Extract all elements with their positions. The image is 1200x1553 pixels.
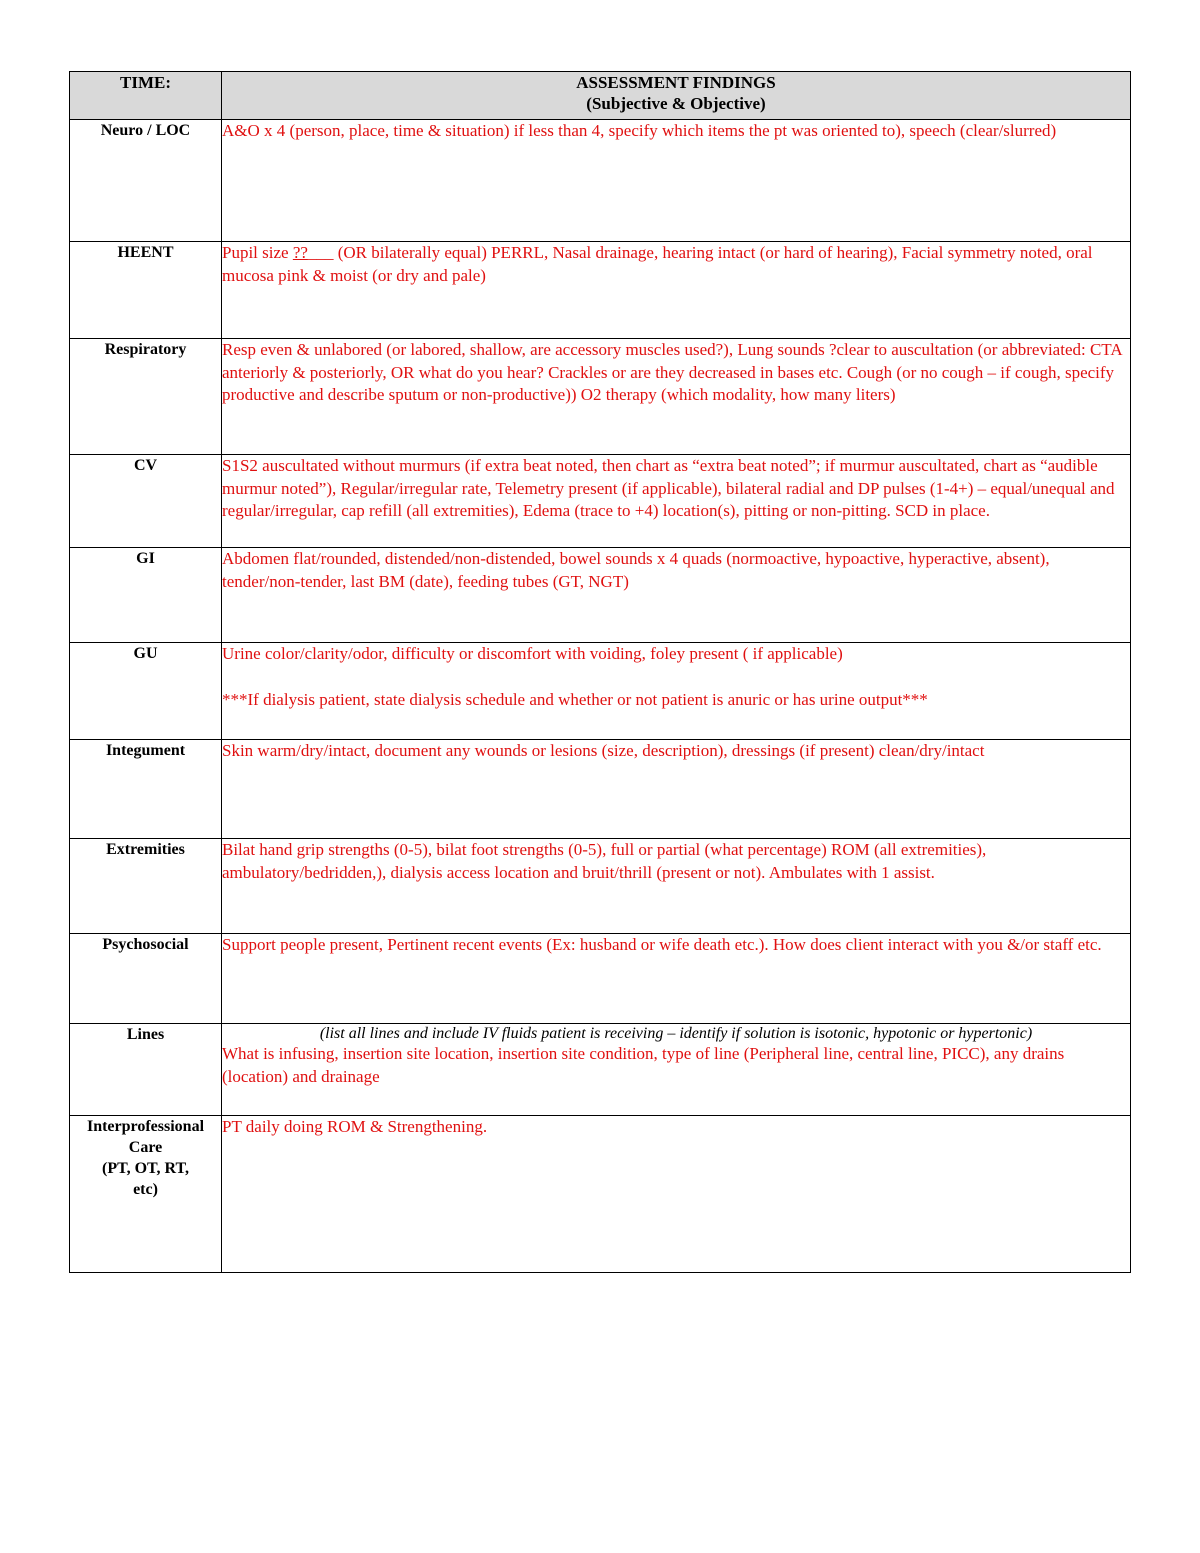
integument-text: Skin warm/dry/intact, document any wounds or lesions (size, description), dressings (if present) clean/dry/intact bbox=[222, 741, 985, 760]
row-content-neuro bbox=[222, 120, 1131, 242]
interprofessional-label-line-1: Interprofessional bbox=[86, 1118, 205, 1135]
gu-text: Urine color/clarity/odor, difficulty or discomfort with voiding, foley present ( if applicable) bbox=[222, 644, 843, 663]
row-lines bbox=[70, 1024, 1131, 1116]
heent-pupil-size-value: ?? bbox=[292, 243, 308, 262]
findings-subtitle: (Subjective & Objective) bbox=[586, 94, 766, 113]
row-content-integument bbox=[222, 740, 1131, 839]
neuro-text: A&O x 4 (person, place, time & situation) if less than 4, specify which items the pt was oriented to), speech (clear/slurred) bbox=[222, 121, 1057, 140]
lines-text: What is infusing, insertion site location, insertion site condition, type of line (Peripheral line, central line, PICC), any drains (location) and drainage bbox=[222, 1044, 1065, 1086]
row-content-respiratory bbox=[222, 339, 1131, 455]
row-integument bbox=[70, 740, 1131, 839]
gi-text: Abdomen flat/rounded, distended/non-distended, bowel sounds x 4 quads (normoactive, hypoactive, hyperactive, absent), tender/non-tender, last BM (date), feeding tubes (GT, NGT) bbox=[222, 549, 1050, 591]
row-content-gu bbox=[222, 643, 1131, 740]
row-content-interprofessional bbox=[222, 1116, 1131, 1273]
findings-title: ASSESSMENT FINDINGS bbox=[576, 73, 776, 92]
cv-text: S1S2 auscultated without murmurs (if extra beat noted, then chart as “extra beat noted”; if murmur auscultated, chart as “audible murmur noted”), Regular/irregular rate, Telemetry present (if applicable), bilateral radial and DP pulses (1-4+) – equal/unequal and regular/irregular, cap refill (all extremities), Edema (trace to +4) location(s), pitting or non-pitting. SCD in place. bbox=[222, 456, 1115, 521]
row-content-lines bbox=[222, 1024, 1131, 1116]
row-label-psychosocial: Psychosocial bbox=[70, 934, 222, 1024]
row-label-gi: GI bbox=[70, 548, 222, 643]
row-gu bbox=[70, 643, 1131, 740]
row-label-extremities: Extremities bbox=[70, 839, 222, 934]
heent-text-before: Pupil size bbox=[222, 243, 293, 262]
interprofessional-text: PT daily doing ROM & Strengthening. bbox=[222, 1117, 488, 1136]
time-header: TIME: bbox=[70, 72, 222, 120]
row-label-integument: Integument bbox=[70, 740, 222, 839]
row-label-respiratory: Respiratory bbox=[70, 339, 222, 455]
assessment-table bbox=[69, 71, 1131, 1273]
interprofessional-label-line-3: (PT, OT, RT, bbox=[102, 1160, 189, 1177]
row-content-gi bbox=[222, 548, 1131, 643]
row-extremities bbox=[70, 839, 1131, 934]
row-content-extremities bbox=[222, 839, 1131, 934]
row-content-cv bbox=[222, 455, 1131, 548]
row-neuro bbox=[70, 120, 1131, 242]
row-psychosocial bbox=[70, 934, 1131, 1024]
row-label-neuro: Neuro / LOC bbox=[70, 120, 222, 242]
row-label-gu: GU bbox=[70, 643, 222, 740]
psychosocial-text: Support people present, Pertinent recent events (Ex: husband or wife death etc.). How does client interact with you &/or staff etc. bbox=[222, 935, 1102, 954]
interprofessional-label-line-4: etc) bbox=[133, 1181, 158, 1198]
row-respiratory bbox=[70, 339, 1131, 455]
gu-dialysis-text: ***If dialysis patient, state dialysis schedule and whether or not patient is anuric or has urine output*** bbox=[222, 689, 928, 709]
interprofessional-label-line-2: Care bbox=[128, 1139, 163, 1156]
row-label-cv: CV bbox=[70, 455, 222, 548]
row-label-lines: Lines bbox=[70, 1024, 222, 1116]
extremities-text: Bilat hand grip strengths (0-5), bilat foot strengths (0-5), full or partial (what percentage) ROM (all extremities), ambulatory/bedridden,), dialysis access location and bruit/thrill (present or not). Ambulates with 1 assist. bbox=[222, 840, 987, 882]
row-content-psychosocial bbox=[222, 934, 1131, 1024]
row-label-heent: HEENT bbox=[70, 242, 222, 339]
row-heent bbox=[70, 242, 1131, 339]
row-content-heent bbox=[222, 242, 1131, 339]
lines-note: (list all lines and include IV fluids patient is receiving – identify if solution is isotonic, hypotonic or hypertonic) bbox=[319, 1025, 1033, 1042]
findings-header bbox=[222, 72, 1131, 120]
row-cv bbox=[70, 455, 1131, 548]
heent-text bbox=[222, 242, 1130, 287]
header-row bbox=[70, 72, 1131, 120]
heent-text-after: ___ (OR bilaterally equal) PERRL, Nasal drainage, hearing intact (or hard of hearing), Facial symmetry noted, oral mucosa pink & moist (or dry and pale) bbox=[222, 243, 1093, 285]
row-gi bbox=[70, 548, 1131, 643]
row-interprofessional bbox=[70, 1116, 1131, 1273]
row-label-interprofessional bbox=[70, 1116, 222, 1273]
respiratory-text: Resp even & unlabored (or labored, shallow, are accessory muscles used?), Lung sounds ?clear to auscultation (or abbreviated: CTA anteriorly & posteriorly, OR what do you hear? Crackles or are they decreased in bases etc. Cough (or no cough – if cough, specify productive and describe sputum or non-productive)) O2 therapy (which modality, how many liters) bbox=[222, 340, 1122, 405]
